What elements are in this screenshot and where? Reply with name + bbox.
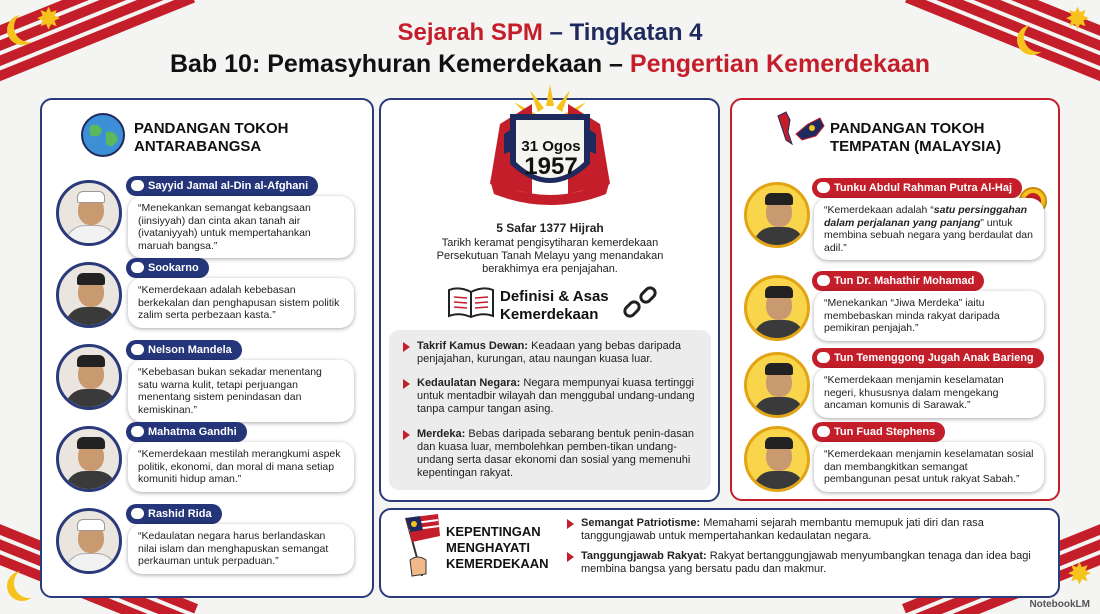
quote-text: ” untuk membina sebuah negara yang berdaulat dan adil.” (824, 216, 1033, 254)
speaker-name: Mahatma Gandhi (148, 426, 237, 438)
independence-date-badge: 31 Ogos 1957 (521, 138, 581, 180)
definition-item (403, 340, 699, 366)
speech-bubble-icon (817, 182, 830, 193)
bullet-triangle-icon (403, 430, 410, 440)
avatar (56, 262, 122, 328)
avatar (744, 352, 810, 418)
page-header (0, 18, 1100, 80)
speech-bubble-icon (131, 344, 144, 355)
quote-text: “Kemerdekaan adalah “ (824, 204, 934, 216)
avatar (744, 182, 810, 248)
declaration-description: Tarikh keramat pengisytiharan kemerdekaan Persekutuan Tanah Melayu yang menandakan berakhimya era penjajahan. (436, 237, 664, 275)
page-title-line2: Bab 10: Pemasyhuran Kemerdekaan – Pengertian Kemerdekaan (169, 50, 931, 78)
book-icon (445, 284, 497, 320)
speaker-name: Tun Fuad Stephens (834, 426, 936, 438)
speaker-name: Tun Dr. Mahathir Mohamad (834, 275, 975, 287)
avatar (744, 275, 810, 341)
definition-title: Definisi & Asas Kemerdekaan (500, 288, 609, 323)
globe-icon (80, 112, 126, 158)
importance-item (567, 550, 1051, 576)
importance-title: KEPENTINGAN MENGHAYATI KEMERDEKAAN (446, 524, 549, 571)
bullet-triangle-icon (403, 379, 410, 389)
avatar-body (65, 389, 117, 410)
importance-item (567, 517, 1051, 543)
speaker-name: Sookarno (148, 262, 199, 274)
speaker-name-pill (812, 271, 984, 291)
broken-chain-icon (620, 284, 660, 324)
speaker-name: Sayyid Jamal al-Din al-Afghani (148, 180, 309, 192)
speaker-name-pill (812, 422, 945, 442)
sun-star-icon: ✸ (36, 3, 62, 36)
speaker-name-pill (812, 178, 1022, 198)
avatar (56, 344, 122, 410)
avatar-body (753, 320, 805, 341)
sun-star-icon: ✸ (1064, 3, 1090, 36)
speaker-name: Tun Temenggong Jugah Anak Barieng (834, 352, 1034, 364)
quote-bubble: “Kemerdekaan adalah kebebasan berkekalan dan penghapusan sistem politik zalim serta perbezaan kasta.” (128, 278, 354, 328)
right-panel-title: PANDANGAN TOKOH TEMPATAN (MALAYSIA) (830, 120, 1002, 155)
speaker-name-pill (126, 176, 318, 196)
notebooklm-watermark: NotebookLM (1029, 599, 1090, 610)
importance-text: Memahami sejarah membantu memupuk jati diri dan rasa tanggungjawab untuk mempertahankan kedaulatan negara. (581, 517, 984, 542)
definition-item (403, 377, 699, 416)
speaker-name: Tunku Abdul Rahman Putra Al-Haj (834, 182, 1013, 194)
avatar-body (65, 553, 117, 574)
definition-text: Negara mempunyai kuasa tertinggi untuk mentadbir wilayah dan menggubal undang-undang tanpa campur tangan asing. (417, 377, 695, 415)
hand-holding-flag-icon (392, 514, 442, 580)
speaker-name-pill (126, 340, 242, 360)
speaker-name: Nelson Mandela (148, 344, 232, 356)
bullet-triangle-icon (567, 552, 574, 562)
speech-bubble-icon (131, 180, 144, 191)
speaker-name-pill (812, 348, 1044, 368)
sun-star-icon: ✸ (1066, 558, 1092, 591)
avatar-headwear (77, 437, 105, 449)
page-title-line1: Sejarah SPM – Tingkatan 4 (397, 19, 703, 46)
bullet-triangle-icon (403, 342, 410, 352)
speaker-name-pill (126, 258, 209, 278)
avatar-body (65, 471, 117, 492)
speech-bubble-icon (817, 275, 830, 286)
avatar-headwear (765, 437, 793, 449)
hijri-date: 5 Safar 1377 Hijrah (496, 221, 604, 235)
definition-term: Kedaulatan Negara: (417, 377, 521, 389)
avatar (56, 426, 122, 492)
quote-emphasis: satu persinggahan dalam perjalanan yang panjang (824, 204, 1028, 229)
avatar-body (65, 225, 117, 246)
speech-bubble-icon (817, 426, 830, 437)
speech-bubble-icon (131, 508, 144, 519)
quote-bubble: “Kedaulatan negara harus berlandaskan nilai islam dan menghapuskan semangat perkauman untuk perpaduan.” (128, 524, 354, 574)
quote-bubble (814, 198, 1044, 260)
avatar-headwear (77, 519, 105, 531)
avatar-headwear (77, 191, 105, 203)
quote-bubble: “Kemerdekaan menjamin keselamatan sosial dan membangkitkan semangat pembangunan pesat untuk rakyat Sabah.” (814, 442, 1044, 492)
avatar-body (65, 307, 117, 328)
avatar (56, 508, 122, 574)
bullet-triangle-icon (567, 519, 574, 529)
speech-bubble-icon (131, 426, 144, 437)
avatar-body (753, 471, 805, 492)
quote-bubble: “Menekankan semangat kebangsaan (iinsiyyah) dan cinta akan tanah air (ivataniyyah) untuk mempertahankan maruah bangsa.” (128, 196, 354, 258)
left-panel-title: PANDANGAN TOKOH ANTARABANGSA (134, 120, 289, 155)
avatar (744, 426, 810, 492)
avatar-body (753, 227, 805, 248)
speaker-name-pill (126, 422, 247, 442)
quote-bubble: “Kemerdekaan mestilah merangkumi aspek politik, ekonomi, dan moral di mana setiap komuniti hidup aman.” (128, 442, 354, 492)
quote-bubble: “Kebebasan bukan sekadar menentang satu warna kulit, tetapi perjuangan menentang sistem penindasan dan kemiskinan.” (128, 360, 354, 422)
avatar-headwear (77, 355, 105, 367)
definition-text: Keadaan yang bebas daripada penjajahan, kurungan, atau naungan kuasa luar. (417, 340, 681, 365)
speech-bubble-icon (817, 352, 830, 363)
avatar-headwear (765, 286, 793, 298)
quote-bubble: “Menekankan “Jiwa Merdeka” iaitu membebaskan minda rakyat daripada pemikiran penjajah.” (814, 291, 1044, 341)
avatar-headwear (765, 363, 793, 375)
definition-text: Bebas daripada sebarang bentuk penin-dasan dan kuasa luar, membolehkan pemben-tikan undang-undang serta dasar ekonomi dan sosial yang memenuhi kepentingan rakyat. (417, 428, 695, 479)
importance-text: Rakyat bertanggungjawab menyumbangkan tenaga dan idea bagi membina bangsa yang bersatu padu dan makmur. (581, 550, 1031, 575)
quote-bubble: “Kemerdekaan menjamin keselamatan negeri, khususnya dalam mengekang ancaman komunis di Sarawak.” (814, 368, 1044, 418)
malaysia-map-icon (776, 110, 826, 152)
avatar (56, 180, 122, 246)
avatar-headwear (77, 273, 105, 285)
avatar-headwear (765, 193, 793, 205)
speech-bubble-icon (131, 262, 144, 273)
definition-term: Takrif Kamus Dewan: (417, 340, 529, 352)
speaker-name: Rashid Rida (148, 508, 212, 520)
speaker-name-pill (126, 504, 222, 524)
definition-item (403, 428, 699, 480)
definition-term: Merdeka: (417, 428, 466, 440)
importance-term: Semangat Patriotisme: (581, 517, 701, 529)
avatar-body (753, 397, 805, 418)
importance-term: Tanggungjawab Rakyat: (581, 550, 707, 562)
